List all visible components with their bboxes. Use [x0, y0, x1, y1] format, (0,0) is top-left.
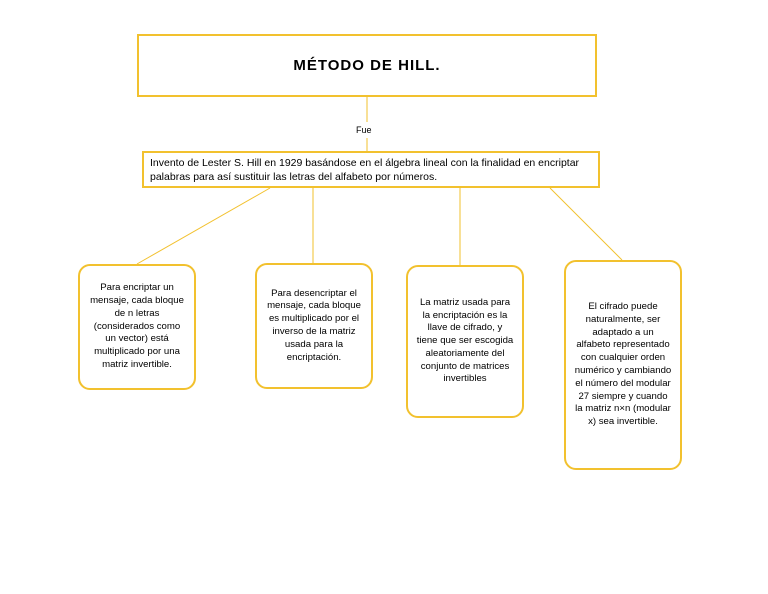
- main-to-leaf-1-line: [137, 188, 270, 264]
- main-description-node: Invento de Lester S. Hill en 1929 basándose en el álgebra lineal con la finalidad en encriptar palabras para así sustituir las letras del alfabeto por números.: [142, 151, 600, 188]
- connector-label: Fue: [356, 125, 372, 135]
- diagram-title: MÉTODO DE HILL.: [293, 57, 441, 74]
- leaf-node-key: [406, 265, 524, 418]
- leaf-node-encrypt: [78, 264, 196, 390]
- leaf-text: El cifrado puede naturalmente, ser adaptado a un alfabeto representado con cualquier orden numérico y cambiando el número del modular 27 siempre y cuando la matriz n×n (modular x) sea invertible.: [574, 301, 672, 428]
- leaf-text: La matriz usada para la encriptación es la llave de cifrado, y tiene que ser escogida aleatoriamente del conjunto de matrices invertibles: [416, 296, 514, 385]
- main-to-leaf-4-line: [550, 188, 622, 260]
- leaf-node-decrypt: [255, 263, 373, 389]
- title-node: [137, 34, 597, 97]
- leaf-text: Para encriptar un mensaje, cada bloque de n letras (considerados como un vector) está multiplicado por una matriz invertible.: [90, 282, 184, 370]
- leaf-text: Para desencriptar el mensaje, cada bloque es multiplicado por el inverso de la matriz usada para la encriptación.: [267, 287, 361, 363]
- leaf-node-alphabet: [564, 260, 682, 470]
